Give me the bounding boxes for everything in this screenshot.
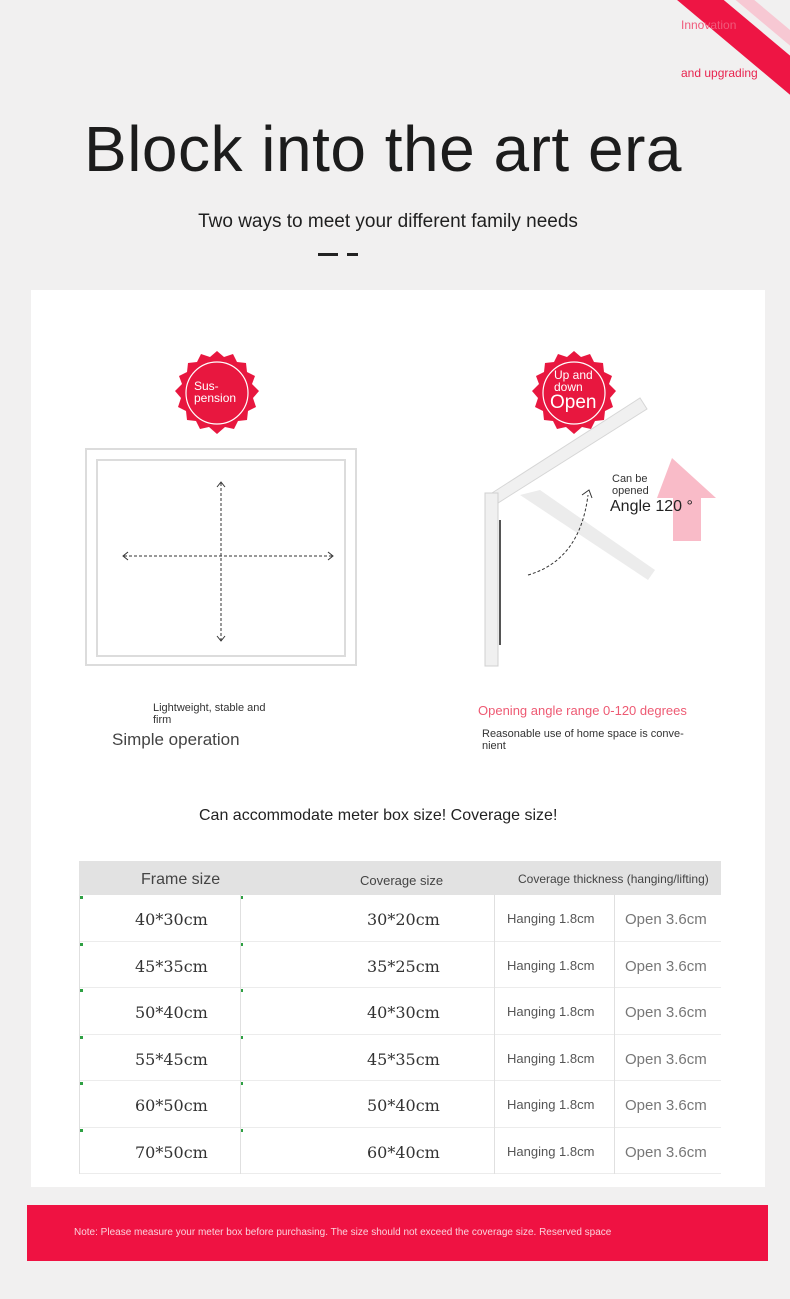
col-divider bbox=[494, 895, 495, 1174]
cell-marker bbox=[80, 989, 83, 992]
angle-small-line2: opened bbox=[612, 485, 649, 497]
coverage-size-cell: 30*20cm bbox=[367, 910, 440, 929]
row-divider bbox=[79, 1080, 721, 1081]
frame-size-cell: 45*35cm bbox=[135, 956, 208, 976]
cell-marker bbox=[80, 896, 83, 899]
coverage-size-cell: 35*25cm bbox=[367, 956, 440, 976]
left-desc-small-line2: firm bbox=[153, 714, 172, 726]
hanging-thickness-cell: Hanging 1.8cm bbox=[507, 1004, 595, 1019]
ribbon-text-line2: and upgrading bbox=[681, 66, 758, 80]
hanging-thickness-cell: Hanging 1.8cm bbox=[507, 911, 595, 926]
row-divider bbox=[79, 987, 721, 988]
range-text: Opening angle range 0-120 degrees bbox=[478, 703, 687, 718]
hanging-thickness-cell: Hanging 1.8cm bbox=[507, 957, 595, 973]
left-desc-main: Simple operation bbox=[112, 730, 240, 749]
cell-marker bbox=[80, 1129, 83, 1132]
divider-dash bbox=[318, 253, 338, 256]
open-thickness-cell: Open 3.6cm bbox=[625, 1097, 707, 1114]
row-divider bbox=[79, 1173, 721, 1174]
four-way-arrow-icon bbox=[96, 459, 346, 657]
col-divider bbox=[614, 895, 615, 1174]
coverage-size-cell: 40*30cm bbox=[367, 1003, 440, 1022]
table-left-border bbox=[79, 895, 80, 1174]
header-coverage-thickness: Coverage thickness (hanging/lifting) bbox=[518, 872, 709, 886]
open-thickness-cell: Open 3.6cm bbox=[625, 1004, 707, 1021]
cell-marker bbox=[80, 943, 83, 946]
badge-text: down bbox=[554, 380, 583, 394]
open-thickness-cell: Open 3.6cm bbox=[625, 1143, 707, 1161]
lift-diagram-icon bbox=[480, 395, 730, 675]
coverage-size-cell: 50*40cm bbox=[367, 1096, 440, 1115]
row-divider bbox=[79, 1127, 721, 1128]
frame-size-cell: 70*50cm bbox=[135, 1142, 208, 1162]
frame-size-cell: 55*45cm bbox=[135, 1049, 208, 1069]
ribbon-text-line1: Innovation bbox=[681, 18, 737, 32]
right-desc-line1: Reasonable use of home space is conve- bbox=[482, 728, 684, 740]
coverage-heading: Can accommodate meter box size! Coverage size! bbox=[199, 807, 558, 824]
cell-marker bbox=[80, 1036, 83, 1039]
header-frame-size: Frame size bbox=[141, 871, 221, 888]
badge-text: Sus- bbox=[194, 379, 219, 393]
angle-small-line1: Can be bbox=[612, 473, 648, 485]
page-subtitle: Two ways to meet your different family needs bbox=[198, 211, 578, 232]
badge-text: pension bbox=[194, 391, 237, 405]
coverage-size-cell: 60*40cm bbox=[367, 1142, 440, 1162]
header-coverage-size: Coverage size bbox=[360, 873, 444, 888]
hanging-thickness-cell: Hanging 1.8cm bbox=[507, 1050, 595, 1066]
angle-main: Angle 120 ° bbox=[610, 498, 693, 515]
coverage-size-cell: 45*35cm bbox=[367, 1049, 440, 1069]
hanging-thickness-cell: Hanging 1.8cm bbox=[507, 1097, 595, 1112]
page-title: Block into the art era bbox=[84, 113, 682, 185]
row-divider bbox=[79, 1034, 721, 1035]
row-divider bbox=[79, 941, 721, 942]
col-divider bbox=[240, 895, 241, 1174]
frame-size-cell: 40*30cm bbox=[135, 910, 208, 929]
left-desc-small-line1: Lightweight, stable and bbox=[153, 702, 266, 714]
divider-dash bbox=[347, 253, 358, 256]
open-thickness-cell: Open 3.6cm bbox=[625, 911, 707, 928]
right-desc-line2: nient bbox=[482, 740, 506, 752]
cell-marker bbox=[80, 1082, 83, 1085]
badge-text: Open bbox=[550, 392, 597, 413]
note-text: Note: Please measure your meter box before purchasing. The size should not exceed the coverage size. Reserved space bbox=[74, 1227, 612, 1238]
frame-size-cell: 60*50cm bbox=[135, 1096, 208, 1115]
hanging-thickness-cell: Hanging 1.8cm bbox=[507, 1143, 595, 1159]
badge-text: Up and bbox=[554, 368, 593, 382]
open-thickness-cell: Open 3.6cm bbox=[625, 1050, 707, 1068]
open-thickness-cell: Open 3.6cm bbox=[625, 957, 707, 975]
frame-size-cell: 50*40cm bbox=[135, 1003, 208, 1022]
